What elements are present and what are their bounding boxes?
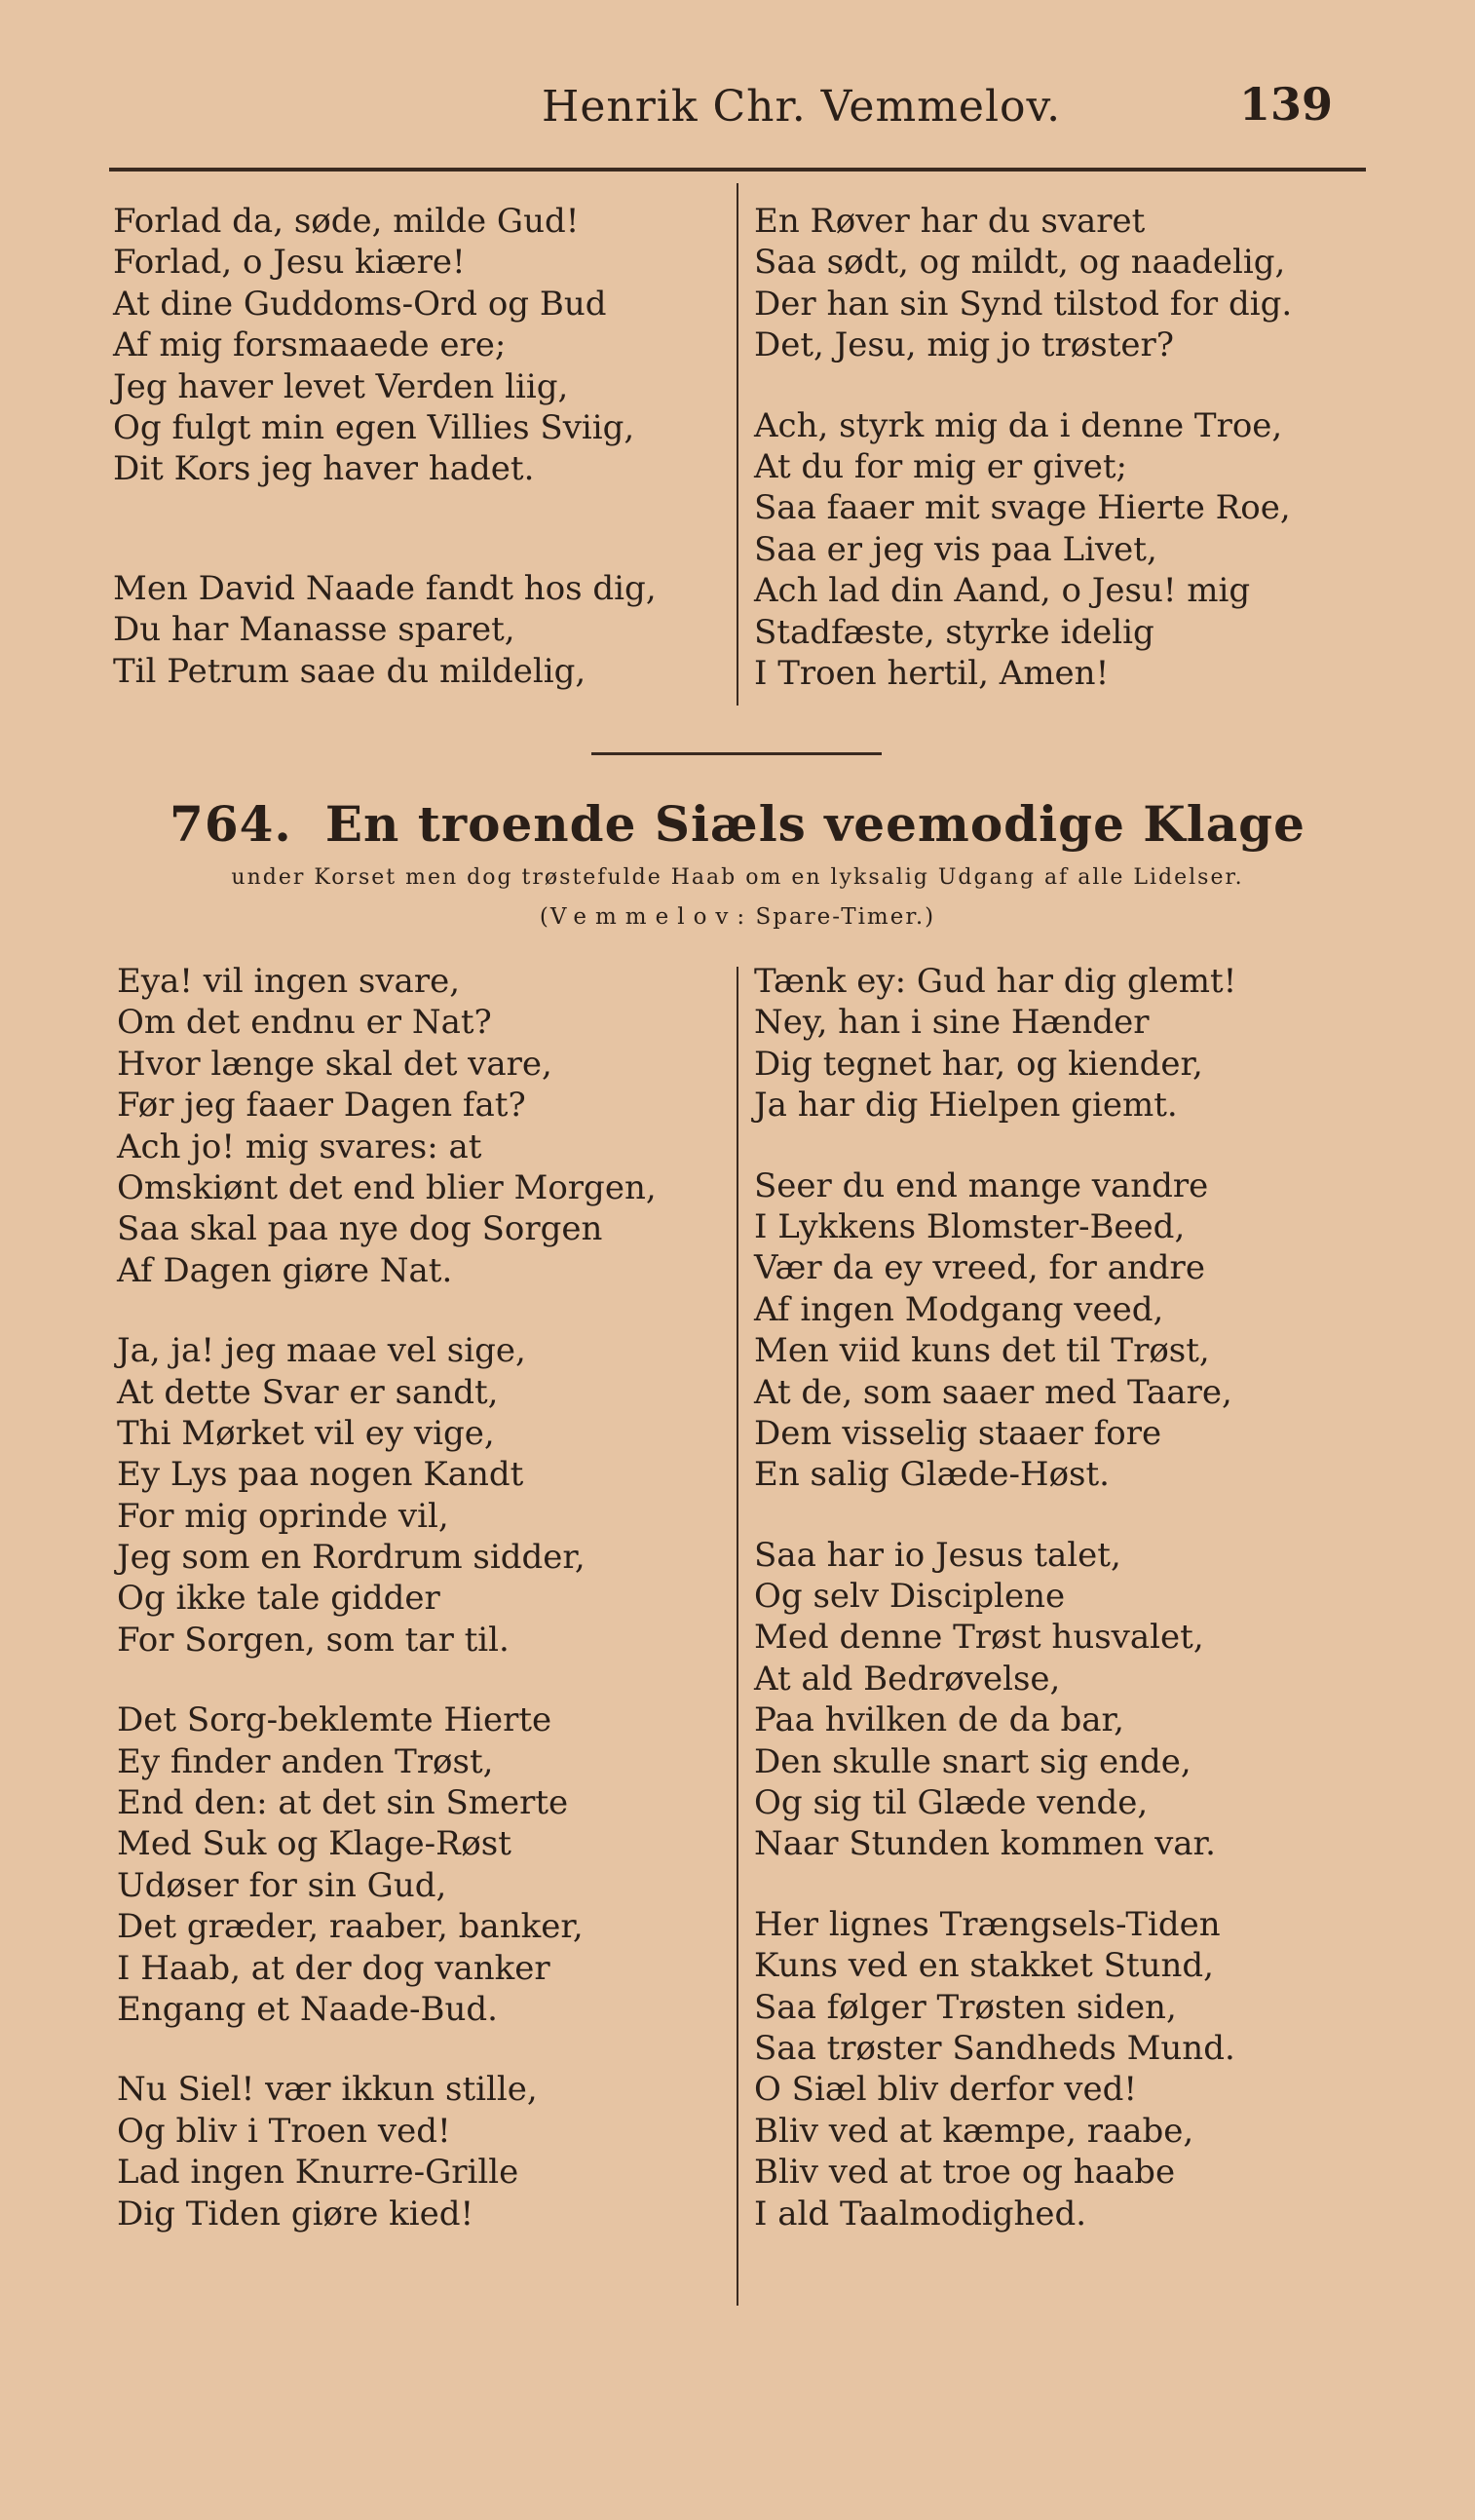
running-head [0, 76, 1475, 144]
verse-line: I Haab, at der dog vanker [117, 1948, 550, 1988]
verse-line: Saa trøster Sandheds Mund. [754, 2028, 1235, 2068]
verse-line: Saa er jeg vis paa Livet, [754, 529, 1157, 569]
verse-line: At du for mig er givet; [754, 446, 1127, 486]
source-author: Vemmelov [549, 904, 738, 930]
column-divider [737, 183, 738, 706]
verse-line: Udøser for sin Gud, [117, 1865, 447, 1905]
verse-line: Ney, han i sine Hænder [754, 1003, 1150, 1043]
verse-line: Saa har io Jesus talet, [754, 1535, 1121, 1575]
verse-line: Paa hvilken de da bar, [754, 1700, 1124, 1740]
verse-line: Tænk ey: Gud har dig glemt! [754, 962, 1237, 1001]
verse-line: For mig oprinde vil, [117, 1496, 449, 1536]
verse-line: Før jeg faaer Dagen fat? [117, 1086, 526, 1126]
verse-line: Ach, styrk mig da i denne Troe, [754, 405, 1283, 445]
verse-line: Stadfæste, styrke idelig [754, 612, 1154, 652]
section-rule [591, 752, 882, 755]
header-rule [109, 168, 1366, 172]
verse-line: Med denne Trøst husvalet, [754, 1618, 1204, 1658]
verse-line: Om det endnu er Nat? [117, 1003, 492, 1043]
stanza [117, 1330, 657, 1661]
verse-line: Naar Stunden kommen var. [754, 1824, 1216, 1864]
source-rest: : Spare-Timer.) [737, 904, 936, 930]
running-title: Henrik Chr. Vemmelov. [542, 82, 1062, 132]
stanza [754, 201, 1292, 366]
verse-line: Engang et Naade-Bud. [117, 1989, 498, 2029]
verse-line: At de, som saaer med Taare, [754, 1372, 1232, 1412]
source-open: ( [539, 904, 550, 930]
verse-line: Det Sorg-beklemte Hierte [117, 1700, 552, 1740]
verse-line: I ald Taalmodighed. [754, 2194, 1087, 2234]
verse-line: Thi Mørket vil ey vige, [117, 1413, 495, 1453]
verse-line: En salig Glæde-Høst. [754, 1455, 1110, 1495]
verse-line: Omskiønt det end blier Morgen, [117, 1167, 657, 1207]
verse-line: Forlad, o Jesu kiære! [113, 243, 466, 283]
stanza [754, 1904, 1236, 2234]
verse-line: Med Suk og Klage-Røst [117, 1824, 511, 1864]
stanza [754, 1535, 1236, 1865]
verse-line: I Lykkens Blomster-Beed, [754, 1206, 1186, 1246]
verse-line: En Røver har du svaret [754, 202, 1146, 241]
verse-line: Dit Kors jeg haver hadet. [113, 449, 535, 489]
verse-line: Lad ingen Knurre-Grille [117, 2153, 519, 2193]
verse-line: Eya! vil ingen svare, [117, 962, 461, 1001]
column-divider [737, 967, 738, 2306]
stanza [117, 2069, 657, 2234]
hymn-source [0, 904, 1475, 930]
verse-line: At dine Guddoms-Ord og Bud [113, 284, 607, 324]
stanza [754, 961, 1236, 1126]
stanza [117, 961, 657, 1291]
verse-line: Vær da ey vreed, for andre [754, 1248, 1205, 1288]
verse-line: Den skulle snart sig ende, [754, 1741, 1191, 1781]
hymn-title-text: En troende Siæls veemodige Klage [324, 795, 1305, 853]
verse-line: Af ingen Modgang veed, [754, 1289, 1164, 1329]
verse-line: End den: at det sin Smerte [117, 1783, 569, 1823]
verse-line: Og selv Disciplene [754, 1577, 1066, 1617]
verse-line: Nu Siel! vær ikkun stille, [117, 2070, 538, 2110]
verse-line: Dig Tiden giøre kied! [117, 2194, 474, 2234]
verse-line: For Sorgen, som tar til. [117, 1620, 510, 1660]
verse-line: Og fulgt min egen Villies Sviig, [113, 407, 635, 447]
stanza [117, 1699, 657, 2030]
stanza [113, 568, 657, 692]
verse-line: Kuns ved en stakket Stund, [754, 1946, 1214, 1986]
verse-line: Ey Lys paa nogen Kandt [117, 1455, 524, 1495]
hymn-right-column [754, 961, 1236, 2273]
verse-line: Her lignes Trængsels-Tiden [754, 1904, 1221, 1944]
verse-line: Det, Jesu, mig jo trøster? [754, 325, 1174, 365]
verse-line: Og bliv i Troen ved! [117, 2111, 451, 2151]
hymn-title [0, 795, 1475, 853]
hymn-number: 764. [170, 795, 292, 853]
verse-line: Ach lad din Aand, o Jesu! mig [754, 571, 1251, 611]
verse-line: Af Dagen giøre Nat. [117, 1250, 453, 1290]
page-number: 139 [1239, 78, 1334, 131]
verse-line: Ey finder anden Trøst, [117, 1741, 494, 1781]
prev-hymn-left-column [113, 201, 657, 731]
stanza [113, 201, 657, 490]
verse-line: Saa faaer mit svage Hierte Roe, [754, 488, 1291, 528]
verse-line: Hvor længe skal det vare, [117, 1044, 552, 1084]
verse-line: Saa følger Trøsten siden, [754, 1987, 1177, 2027]
verse-line: Bliv ved at troe og haabe [754, 2153, 1176, 2193]
hymn-left-column [117, 961, 657, 2273]
verse-line: Jeg haver levet Verden liig, [113, 366, 569, 406]
verse-line: Jeg som en Rordrum sidder, [117, 1538, 586, 1578]
verse-line: Det græder, raaber, banker, [117, 1907, 584, 1947]
verse-line: O Siæl bliv derfor ved! [754, 2070, 1138, 2110]
verse-line: Seer du end mange vandre [754, 1165, 1209, 1205]
verse-line: Saa skal paa nye dog Sorgen [117, 1209, 603, 1249]
verse-line: Du har Manasse sparet, [113, 610, 515, 650]
verse-line: Dig tegnet har, og kiender, [754, 1044, 1203, 1084]
verse-line: Ja, ja! jeg maae vel sige, [117, 1331, 526, 1371]
verse-line: Ja har dig Hielpen giemt. [754, 1086, 1178, 1126]
verse-line: Der han sin Synd tilstod for dig. [754, 284, 1293, 324]
verse-line: Men viid kuns det til Trøst, [754, 1331, 1210, 1371]
verse-line: Ach jo! mig svares: at [117, 1126, 482, 1166]
verse-line: Og sig til Glæde vende, [754, 1783, 1149, 1823]
verse-line: At ald Bedrøvelse, [754, 1659, 1061, 1699]
prev-hymn-right-column [754, 201, 1292, 733]
verse-line: Dem visselig staaer fore [754, 1413, 1162, 1453]
verse-line: At dette Svar er sandt, [117, 1372, 499, 1412]
hymn-subtitle: under Korset men dog trøstefulde Haab om en lyksalig Udgang af alle Lidelser. [231, 865, 1244, 890]
verse-line: Af mig forsmaaede ere; [113, 325, 507, 365]
stanza [754, 1165, 1236, 1496]
stanza [754, 405, 1292, 695]
verse-line: Saa sødt, og mildt, og naadelig, [754, 243, 1286, 283]
verse-line: Til Petrum saae du mildelig, [113, 651, 586, 691]
verse-line: Men David Naade fandt hos dig, [113, 568, 657, 608]
verse-line: Bliv ved at kæmpe, raabe, [754, 2111, 1194, 2151]
verse-line: Og ikke tale gidder [117, 1579, 440, 1619]
verse-line: I Troen hertil, Amen! [754, 653, 1110, 693]
verse-line: Forlad da, søde, milde Gud! [113, 202, 580, 241]
